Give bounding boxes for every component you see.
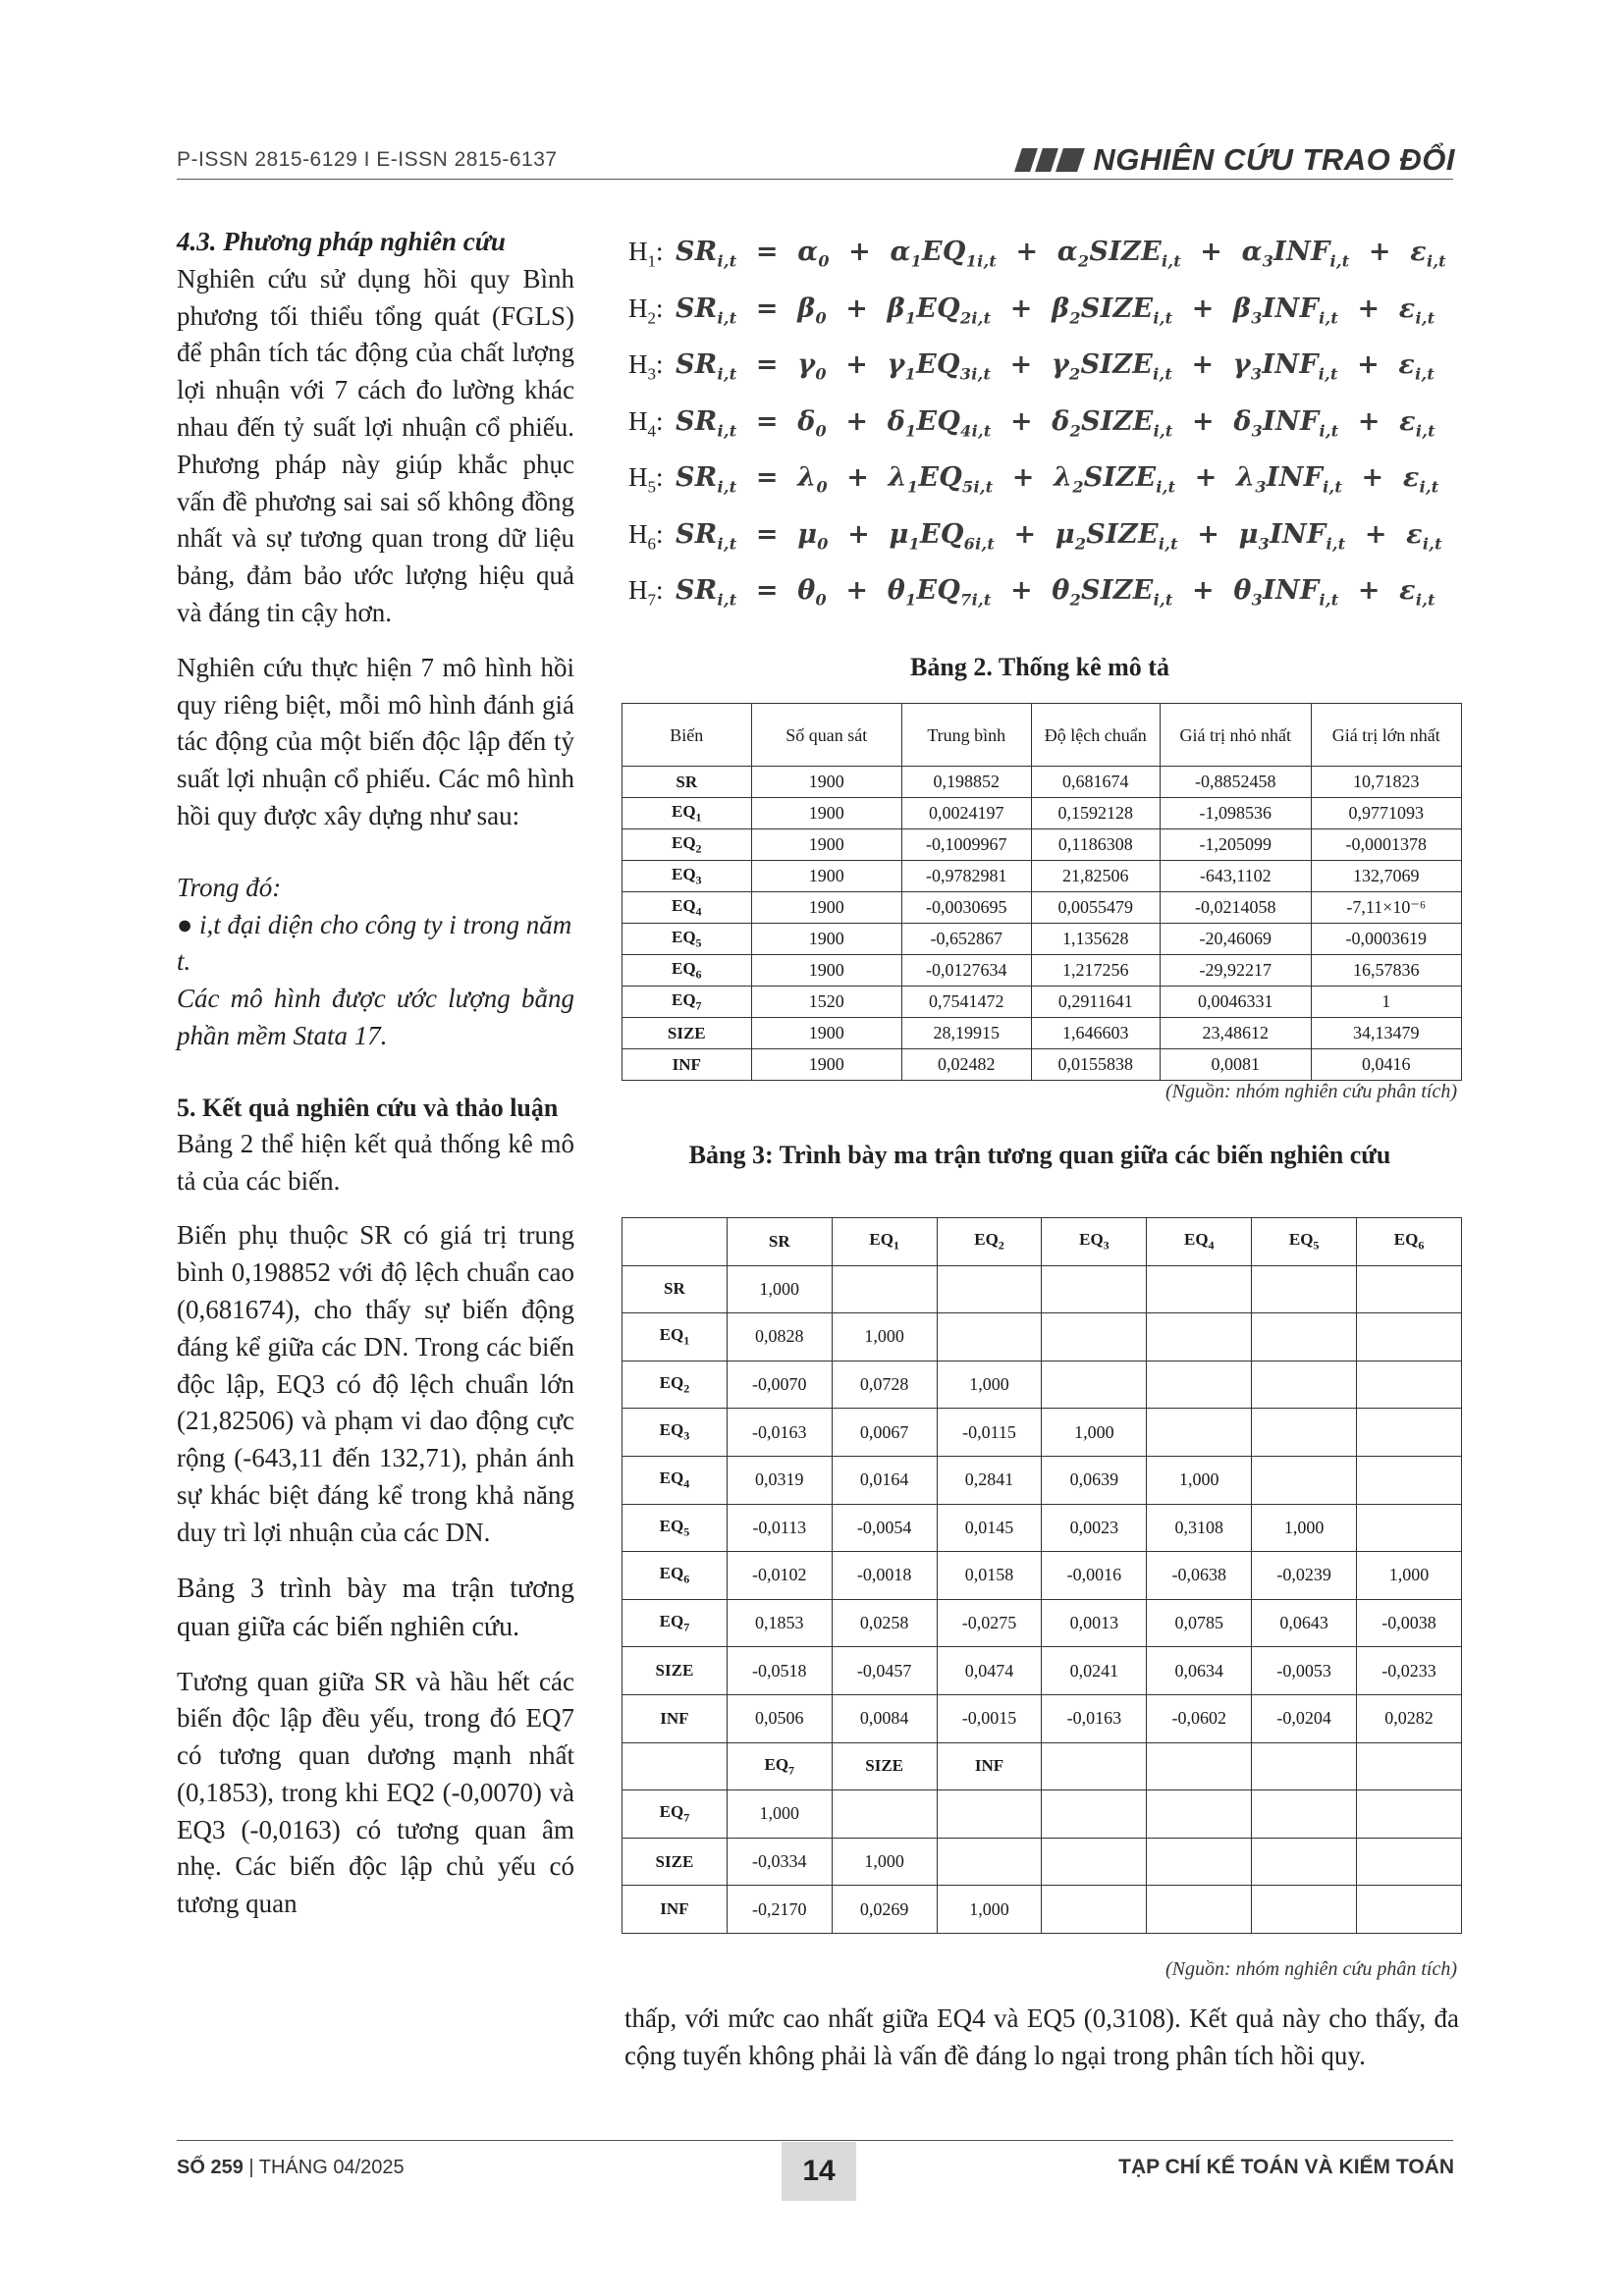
- table-cell: -0,1009967: [901, 829, 1031, 861]
- table2-source: (Nguồn: nhóm nghiên cứu phân tích): [1165, 1081, 1457, 1102]
- header-row: [623, 1218, 1462, 1266]
- table2-header-cell: Độ lệch chuẩn: [1031, 704, 1161, 767]
- table-row: [623, 1456, 1462, 1504]
- table-row: [623, 1313, 1462, 1362]
- table-cell: -0,0001378: [1311, 829, 1462, 861]
- table-cell: -0,0070: [727, 1361, 832, 1409]
- regression-equations: [628, 237, 1455, 632]
- table-cell: [1042, 1886, 1147, 1934]
- table-cell: [1147, 1886, 1252, 1934]
- table-cell: [937, 1265, 1042, 1313]
- table-cell: 0,2911641: [1031, 987, 1161, 1018]
- bullet-it: ● i,t đại diện cho công ty i trong năm t.: [177, 909, 572, 977]
- table-cell: 0,0046331: [1161, 987, 1311, 1018]
- table-cell: [1147, 1361, 1252, 1409]
- table-cell: -0,0127634: [901, 955, 1031, 987]
- table-cell: [1252, 1456, 1357, 1504]
- variable-name: INF: [623, 1694, 728, 1742]
- variable-name: SIZE: [623, 1647, 728, 1695]
- table-cell: -0,2170: [727, 1886, 832, 1934]
- variable-name: $EQ_1$: [623, 798, 752, 829]
- table-cell: -643,1102: [1161, 861, 1311, 892]
- table-cell: -0,0018: [832, 1552, 937, 1600]
- table-cell: -0,0457: [832, 1647, 937, 1695]
- footer-rule: [177, 2140, 1453, 2141]
- table-cell: [1357, 1838, 1462, 1886]
- table-cell: [832, 1790, 937, 1839]
- table-cell: 1: [1311, 987, 1462, 1018]
- table-cell: 21,82506: [1031, 861, 1161, 892]
- table-cell: 1900: [751, 798, 901, 829]
- table-cell: -0,0003619: [1311, 924, 1462, 955]
- table2-header-cell: Biến: [623, 704, 752, 767]
- table-cell: -1,205099: [1161, 829, 1311, 861]
- equation-h6: $H_6$: $SR_{i,t} = \mu_0 + \mu_1EQ_{6i,t}$ + $\mu_2SIZE_{i,t} + \mu_3INF_{i,t} + \varepsilon_{i,t}$: [628, 518, 1442, 553]
- table-cell: 0,0828: [727, 1313, 832, 1362]
- table-cell: 0,2841: [937, 1456, 1042, 1504]
- column-header: [623, 1218, 728, 1266]
- bars-icon: [1018, 148, 1081, 172]
- table-cell: -0,0518: [727, 1647, 832, 1695]
- table-cell: -0,0016: [1042, 1552, 1147, 1600]
- equation-h4: $H_4$: $SR_{i,t} = \delta_0 + \delta_1EQ_{4i,t}$ + $\delta_2SIZE_{i,t} + \delta_3INF_{i,t} + \varepsilon_{i,t}$: [628, 405, 1435, 440]
- variable-name: SIZE: [623, 1018, 752, 1049]
- table-cell: -0,0102: [727, 1552, 832, 1600]
- table-cell: [1357, 1504, 1462, 1552]
- table-cell: -0,0163: [1042, 1694, 1147, 1742]
- table-cell: -0,0334: [727, 1838, 832, 1886]
- table-cell: -0,0113: [727, 1504, 832, 1552]
- table-cell: [1252, 1838, 1357, 1886]
- page-number: 14: [782, 2142, 856, 2201]
- table-cell: 1900: [751, 767, 901, 798]
- table-cell: 0,0319: [727, 1456, 832, 1504]
- table-cell: 1,000: [1147, 1456, 1252, 1504]
- table-cell: 0,0023: [1042, 1504, 1147, 1552]
- table-cell: 0,681674: [1031, 767, 1161, 798]
- table-cell: 0,0164: [832, 1456, 937, 1504]
- column-header: [1042, 1742, 1147, 1790]
- table-cell: -0,9782981: [901, 861, 1031, 892]
- table-cell: [1042, 1790, 1147, 1839]
- section-4-3-title: 4.3. Phương pháp nghiên cứu: [177, 227, 506, 256]
- column-header: [1357, 1742, 1462, 1790]
- column-header: [1252, 1742, 1357, 1790]
- column-header: $EQ_6$: [1357, 1218, 1462, 1266]
- table-row: [623, 767, 1462, 798]
- table-cell: -0,0054: [832, 1504, 937, 1552]
- table-cell: 0,0081: [1161, 1049, 1311, 1081]
- table-cell: -1,098536: [1161, 798, 1311, 829]
- variable-name: $EQ_7$: [623, 987, 752, 1018]
- table-cell: -0,0233: [1357, 1647, 1462, 1695]
- table-cell: -0,0030695: [901, 892, 1031, 924]
- equation-h5: $H_5$: $SR_{i,t} = \lambda_0 + \lambda_1EQ_{5i,t}$ + $\lambda_2SIZE_{i,t} + \lambda_3INF_{i,t} + \varepsilon_{i,t}$: [628, 462, 1439, 497]
- table-cell: [1252, 1790, 1357, 1839]
- table-cell: 1,000: [727, 1265, 832, 1313]
- variable-name: SR: [623, 767, 752, 798]
- where-label: Trong đó:: [177, 872, 282, 902]
- variable-name: SR: [623, 1265, 728, 1313]
- table-cell: [1357, 1361, 1462, 1409]
- table-cell: -0,0015: [937, 1694, 1042, 1742]
- table2-header-cell: Số quan sát: [751, 704, 901, 767]
- table-cell: -0,0602: [1147, 1694, 1252, 1742]
- table-cell: 0,0282: [1357, 1694, 1462, 1742]
- variable-name: INF: [623, 1886, 728, 1934]
- table-cell: [1357, 1409, 1462, 1457]
- table-cell: [1147, 1409, 1252, 1457]
- table-cell: -29,92217: [1161, 955, 1311, 987]
- variable-name: $EQ_6$: [623, 1552, 728, 1600]
- table-cell: 1,000: [1252, 1504, 1357, 1552]
- table-cell: 1900: [751, 892, 901, 924]
- journal-name: TẠP CHÍ KẾ TOÁN VÀ KIỂM TOÁN: [1118, 2156, 1454, 2178]
- table-cell: 0,0155838: [1031, 1049, 1161, 1081]
- table-row: [623, 1599, 1462, 1647]
- table-cell: [832, 1265, 937, 1313]
- table-cell: -7,11×10⁻⁶: [1311, 892, 1462, 924]
- table-cell: 0,0158: [937, 1552, 1042, 1600]
- table-cell: -20,46069: [1161, 924, 1311, 955]
- table-row: [623, 861, 1462, 892]
- column-header: $EQ_3$: [1042, 1218, 1147, 1266]
- table-cell: 1900: [751, 861, 901, 892]
- table-cell: 0,0639: [1042, 1456, 1147, 1504]
- table-cell: 1900: [751, 955, 901, 987]
- table-cell: 0,0145: [937, 1504, 1042, 1552]
- equation-h3: $H_3$: $SR_{i,t} = \gamma_0 + \gamma_1EQ_{3i,t}$ + $\gamma_2SIZE_{i,t} + \gamma_3INF_{i,t} + \varepsilon_{i,t}$: [628, 349, 1435, 384]
- variable-name: $EQ_5$: [623, 1504, 728, 1552]
- table-cell: 0,0643: [1252, 1599, 1357, 1647]
- table-cell: [1252, 1265, 1357, 1313]
- table-cell: 1520: [751, 987, 901, 1018]
- table-cell: [1252, 1886, 1357, 1934]
- table-cell: 1,000: [937, 1886, 1042, 1934]
- table-cell: -0,0038: [1357, 1599, 1462, 1647]
- table-row: [623, 987, 1462, 1018]
- table-cell: 1900: [751, 829, 901, 861]
- column-header: INF: [937, 1742, 1042, 1790]
- table-cell: 1,000: [1042, 1409, 1147, 1457]
- table2-header-cell: Giá trị lớn nhất: [1311, 704, 1462, 767]
- table-cell: [1252, 1361, 1357, 1409]
- paragraph-models: Nghiên cứu thực hiện 7 mô hình hồi quy riêng biệt, mỗi mô hình đánh giá tác động của một biến độc lập đến tỷ suất lợi nhuận cổ phiếu. Các mô hình hồi quy được xây dựng như sau:: [177, 652, 574, 830]
- stata-note: Các mô hình được ước lượng bằng phần mềm Stata 17.: [177, 984, 574, 1050]
- table-row: [623, 892, 1462, 924]
- table-cell: [1147, 1838, 1252, 1886]
- table-cell: [1042, 1838, 1147, 1886]
- table-cell: 1,217256: [1031, 955, 1161, 987]
- table-cell: 23,48612: [1161, 1018, 1311, 1049]
- table-cell: [1252, 1313, 1357, 1362]
- variable-name: $EQ_4$: [623, 1456, 728, 1504]
- table-cell: -0,0115: [937, 1409, 1042, 1457]
- variable-name: $EQ_4$: [623, 892, 752, 924]
- column-header: $EQ_4$: [1147, 1218, 1252, 1266]
- table-row: [623, 1886, 1462, 1934]
- header-row: [623, 1742, 1462, 1790]
- equation-h2: $H_2$: $SR_{i,t} = \beta_0 + \beta_1EQ_{2i,t}$ + $\beta_2SIZE_{i,t} + \beta_3INF_{i,t} + \varepsilon_{i,t}$: [628, 293, 1435, 327]
- table-cell: 1900: [751, 924, 901, 955]
- table-cell: 0,198852: [901, 767, 1031, 798]
- column-header: SR: [727, 1218, 832, 1266]
- descriptive-stats-table: [622, 703, 1462, 1081]
- column-header: SIZE: [832, 1742, 937, 1790]
- table2-header-cell: Giá trị nhỏ nhất: [1161, 704, 1311, 767]
- table-cell: 132,7069: [1311, 861, 1462, 892]
- variable-name: $EQ_6$: [623, 955, 752, 987]
- left-column: [177, 224, 574, 1923]
- table-cell: 34,13479: [1311, 1018, 1462, 1049]
- table-cell: [1252, 1409, 1357, 1457]
- table-cell: 0,0024197: [901, 798, 1031, 829]
- table-cell: 0,0506: [727, 1694, 832, 1742]
- table-cell: 1,000: [1357, 1552, 1462, 1600]
- table-cell: [937, 1838, 1042, 1886]
- variable-name: $EQ_3$: [623, 1409, 728, 1457]
- issn-label: P-ISSN 2815-6129 I E-ISSN 2815-6137: [177, 148, 558, 171]
- variable-name: SIZE: [623, 1838, 728, 1886]
- table-cell: 0,0269: [832, 1886, 937, 1934]
- table-cell: [1147, 1313, 1252, 1362]
- table-cell: 0,0785: [1147, 1599, 1252, 1647]
- table-cell: -0,0204: [1252, 1694, 1357, 1742]
- table-cell: 0,1853: [727, 1599, 832, 1647]
- table-cell: 28,19915: [901, 1018, 1031, 1049]
- table-cell: 0,0474: [937, 1647, 1042, 1695]
- column-header: [623, 1742, 728, 1790]
- variable-name: $EQ_7$: [623, 1790, 728, 1839]
- table-cell: 0,02482: [901, 1049, 1031, 1081]
- table-cell: [1147, 1790, 1252, 1839]
- column-header: $EQ_1$: [832, 1218, 937, 1266]
- variable-name: $EQ_2$: [623, 1361, 728, 1409]
- table-cell: -0,0638: [1147, 1552, 1252, 1600]
- column-header: [1147, 1742, 1252, 1790]
- table-cell: -0,0275: [937, 1599, 1042, 1647]
- table-cell: [937, 1790, 1042, 1839]
- variable-name: $EQ_2$: [623, 829, 752, 861]
- table-cell: 0,3108: [1147, 1504, 1252, 1552]
- table-row: [623, 1790, 1462, 1839]
- table-cell: 1,646603: [1031, 1018, 1161, 1049]
- table-cell: 0,0416: [1311, 1049, 1462, 1081]
- issue-label: SỐ 259 | THÁNG 04/2025: [177, 2157, 405, 2178]
- table-cell: -0,0214058: [1161, 892, 1311, 924]
- table-cell: 1900: [751, 1049, 901, 1081]
- section-5-title: 5. Kết quả nghiên cứu và thảo luận: [177, 1093, 559, 1122]
- table-row: [623, 1409, 1462, 1457]
- table-row: [623, 955, 1462, 987]
- table-cell: 0,0067: [832, 1409, 937, 1457]
- table-cell: 0,0084: [832, 1694, 937, 1742]
- table-cell: 1,000: [832, 1838, 937, 1886]
- table-cell: [1147, 1265, 1252, 1313]
- table3-title: Bảng 3: Trình bày ma trận tương quan giữa các biến nghiên cứu: [688, 1141, 1391, 1169]
- table-cell: 1,135628: [1031, 924, 1161, 955]
- paragraph-correlation: Tương quan giữa SR và hầu hết các biến độc lập đều yếu, trong đó EQ7 có tương quan dương mạnh nhất (0,1853), trong khi EQ2 (-0,0070) và EQ3 (-0,0163) có tương quan âm nhẹ. Các biến độc lập chủ yếu có tương quan: [177, 1666, 574, 1919]
- table-cell: 1,000: [937, 1361, 1042, 1409]
- column-header: $EQ_5$: [1252, 1218, 1357, 1266]
- paragraph-multicollinearity: thấp, với mức cao nhất giữa EQ4 và EQ5 (0,3108). Kết quả này cho thấy, đa cộng tuyến không phải là vấn đề đáng lo ngại trong phân tích hồi quy.: [624, 2003, 1459, 2070]
- table-cell: 0,0241: [1042, 1647, 1147, 1695]
- table-row: [623, 1265, 1462, 1313]
- variable-name: $EQ_7$: [623, 1599, 728, 1647]
- table-cell: 0,1186308: [1031, 829, 1161, 861]
- table-cell: 0,0055479: [1031, 892, 1161, 924]
- table3-source: (Nguồn: nhóm nghiên cứu phân tích): [1165, 1958, 1457, 1980]
- table-row: [623, 1647, 1462, 1695]
- table-cell: [1042, 1361, 1147, 1409]
- paragraph-table2-intro: Bảng 2 thể hiện kết quả thống kê mô tả của các biến.: [177, 1128, 574, 1196]
- table-row: [623, 1361, 1462, 1409]
- section-title: NGHIÊN CỨU TRAO ĐỔI: [1093, 142, 1455, 177]
- equation-h1: $H_1$: $SR_{i,t} = \alpha_0 + \alpha_1EQ_{1i,t}$ + $\alpha_2SIZE_{i,t} + \alpha_3INF_{i,t} + \varepsilon_{i,t}$: [628, 237, 1446, 271]
- table-cell: 1,000: [832, 1313, 937, 1362]
- paragraph-sr-stats: Biến phụ thuộc SR có giá trị trung bình 0,198852 với độ lệch chuẩn cao (0,681674), cho thấy sự biến động đáng kể giữa các DN. Trong các biến độc lập, EQ3 có độ lệch chuẩn lớn (21,82506) và phạm vi dao động cực rộng (-643,11 đến 132,71), phản ánh sự khác biệt đáng kể trong khả năng duy trì lợi nhuận của các DN.: [177, 1220, 574, 1547]
- table-row: [623, 1552, 1462, 1600]
- section-header: [1018, 142, 1455, 178]
- table-cell: -0,0163: [727, 1409, 832, 1457]
- table-cell: -0,0053: [1252, 1647, 1357, 1695]
- table-cell: 1,000: [727, 1790, 832, 1839]
- table2-title: Bảng 2. Thống kê mô tả: [910, 653, 1169, 681]
- table-cell: 0,0013: [1042, 1599, 1147, 1647]
- table-cell: [1357, 1456, 1462, 1504]
- equation-h7: $H_7$: $SR_{i,t} = \theta_0 + \theta_1EQ_{7i,t}$ + $\theta_2SIZE_{i,t} + \theta_3INF_{i,t} + \varepsilon_{i,t}$: [628, 575, 1435, 610]
- table-cell: [1042, 1313, 1147, 1362]
- table-row: [623, 798, 1462, 829]
- table-cell: [937, 1313, 1042, 1362]
- column-header: $EQ_7$: [727, 1742, 832, 1790]
- table-cell: 16,57836: [1311, 955, 1462, 987]
- table-cell: -0,0239: [1252, 1552, 1357, 1600]
- table-row: [623, 1694, 1462, 1742]
- table-cell: [1357, 1886, 1462, 1934]
- table-row: [623, 1838, 1462, 1886]
- table-row: [623, 1504, 1462, 1552]
- table-cell: 0,0634: [1147, 1647, 1252, 1695]
- table-cell: [1357, 1265, 1462, 1313]
- correlation-matrix-table: [622, 1217, 1462, 1934]
- variable-name: $EQ_3$: [623, 861, 752, 892]
- column-header: $EQ_2$: [937, 1218, 1042, 1266]
- paragraph-table3-intro: Bảng 3 trình bày ma trận tương quan giữa các biến nghiên cứu.: [177, 1573, 574, 1642]
- table-row: [623, 924, 1462, 955]
- table-cell: 0,1592128: [1031, 798, 1161, 829]
- table-cell: -0,652867: [901, 924, 1031, 955]
- table-row: [623, 829, 1462, 861]
- table-cell: [1357, 1790, 1462, 1839]
- paragraph-fgls: Nghiên cứu sử dụng hồi quy Bình phương tối thiểu tổng quát (FGLS) để phân tích tác động của chất lượng lợi nhuận với 7 cách đo lường khác nhau đến tỷ suất lợi nhuận cổ phiếu. Phương pháp này giúp khắc phục vấn đề phương sai sai số không đồng nhất và sự tương quan trong dữ liệu bảng, đảm bảo ước lượng hiệu quả và đáng tin cậy hơn.: [177, 263, 574, 627]
- table-cell: 0,7541472: [901, 987, 1031, 1018]
- table-row: [623, 1049, 1462, 1081]
- variable-name: INF: [623, 1049, 752, 1081]
- table-cell: [1357, 1313, 1462, 1362]
- table-cell: -0,8852458: [1161, 767, 1311, 798]
- table-cell: 0,9771093: [1311, 798, 1462, 829]
- variable-name: $EQ_5$: [623, 924, 752, 955]
- table-cell: 0,0258: [832, 1599, 937, 1647]
- table-cell: 1900: [751, 1018, 901, 1049]
- header-rule: [177, 179, 1453, 180]
- table-cell: [1042, 1265, 1147, 1313]
- table-cell: 0,0728: [832, 1361, 937, 1409]
- variable-name: $EQ_1$: [623, 1313, 728, 1362]
- table2-header-cell: Trung bình: [901, 704, 1031, 767]
- table-row: [623, 1018, 1462, 1049]
- table-cell: 10,71823: [1311, 767, 1462, 798]
